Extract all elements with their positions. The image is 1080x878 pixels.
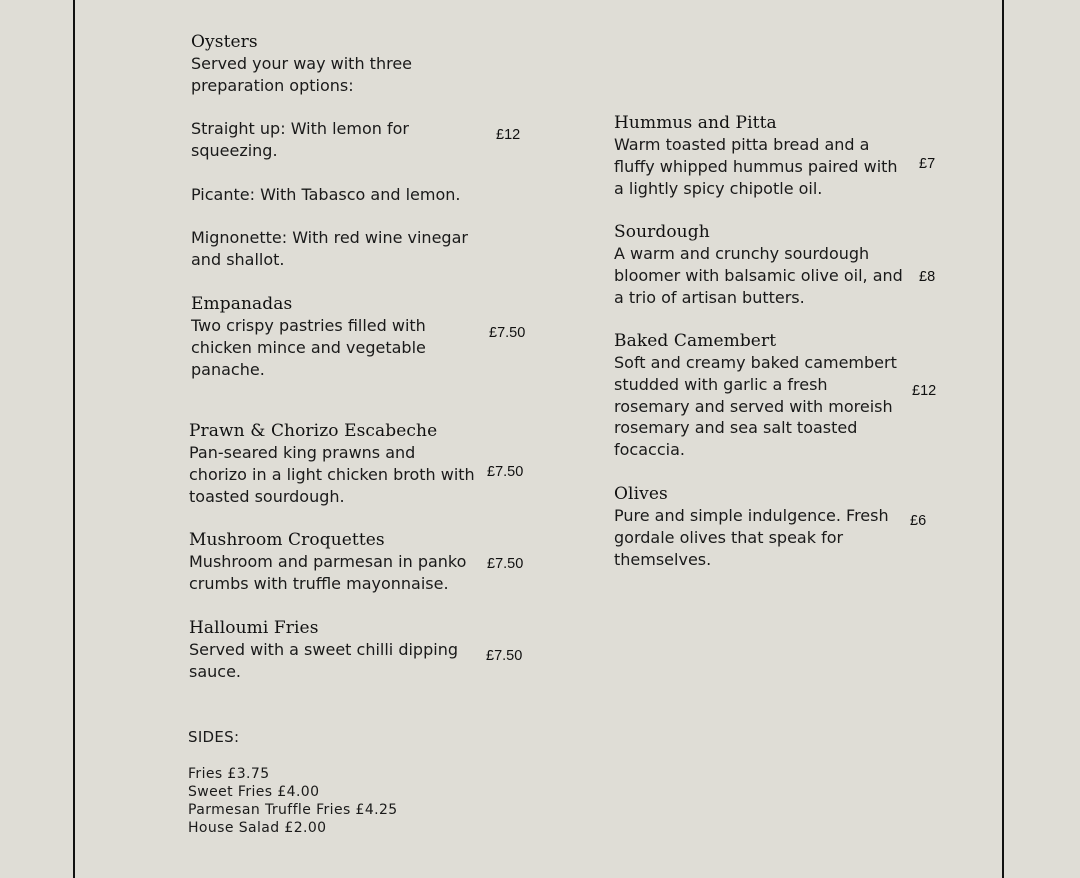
menu-item-description: A warm and crunchy sourdough bloomer with balsamic olive oil, and a trio of artisan butters.	[614, 244, 903, 307]
menu-item-description: Warm toasted pitta bread and a fluffy whipped hummus paired with a lightly spicy chipotle oil.	[614, 135, 898, 198]
left-border-line	[73, 0, 75, 878]
sides-list	[188, 765, 398, 837]
sides-heading: SIDES:	[188, 728, 240, 746]
menu-item-title: Halloumi Fries	[189, 618, 319, 638]
menu-item-price: £8	[919, 269, 936, 285]
sides-item: Fries £3.75	[188, 766, 270, 782]
menu-item-price: £7.50	[486, 648, 523, 664]
menu-item-olives	[614, 483, 889, 570]
menu-item-price: £12	[496, 127, 521, 143]
menu-item-price: £7.50	[487, 464, 524, 480]
menu-item-hummus-pitta	[614, 112, 898, 199]
menu-item-title: Prawn & Chorizo Escabeche	[189, 421, 438, 441]
menu-item-price: £6	[910, 513, 927, 529]
menu-item-price: £7.50	[489, 325, 526, 341]
menu-item-description: Soft and creamy baked camembert studded with garlic a fresh rosemary and served with moreish rosemary and sea salt toasted focaccia.	[614, 353, 897, 460]
menu-item-halloumi-fries	[189, 617, 458, 683]
sides-item: Parmesan Truffle Fries £4.25	[188, 802, 398, 818]
menu-item-prawn-chorizo	[189, 420, 475, 507]
menu-item-title: Mushroom Croquettes	[189, 530, 385, 550]
menu-item-baked-camembert	[614, 330, 897, 461]
menu-item-description: Mushroom and parmesan in panko crumbs with truffle mayonnaise.	[189, 552, 467, 593]
sides-item: Sweet Fries £4.00	[188, 784, 320, 800]
menu-item-description: Pure and simple indulgence. Fresh gordale olives that speak for themselves.	[614, 506, 889, 569]
menu-item-description: Two crispy pastries filled with chicken mince and vegetable panache.	[191, 316, 426, 379]
menu-item-title: Empanadas	[191, 294, 293, 314]
menu-item-mushroom-croquettes	[189, 529, 466, 595]
menu-item-title: Oysters	[191, 32, 258, 52]
menu-item-description: Served your way with three preparation options: Straight up: With lemon for squeezing. Picante: With Tabasco and lemon. Mignonette: With red wine vinegar and shallot.	[191, 54, 468, 270]
sides-item: House Salad £2.00	[188, 820, 327, 836]
menu-item-price: £7.50	[487, 556, 524, 572]
menu-item-price: £7	[919, 156, 936, 172]
menu-item-empanadas	[191, 293, 426, 380]
right-border-line	[1002, 0, 1004, 878]
menu-item-title: Hummus and Pitta	[614, 113, 777, 133]
menu-item-description: Served with a sweet chilli dipping sauce.	[189, 640, 458, 681]
menu-item-title: Baked Camembert	[614, 331, 777, 351]
menu-item-sourdough	[614, 221, 903, 308]
menu-item-price: £12	[912, 383, 937, 399]
menu-item-description: Pan-seared king prawns and chorizo in a light chicken broth with toasted sourdough.	[189, 443, 475, 506]
menu-item-oysters	[191, 31, 468, 271]
menu-item-title: Sourdough	[614, 222, 710, 242]
menu-item-title: Olives	[614, 484, 668, 504]
